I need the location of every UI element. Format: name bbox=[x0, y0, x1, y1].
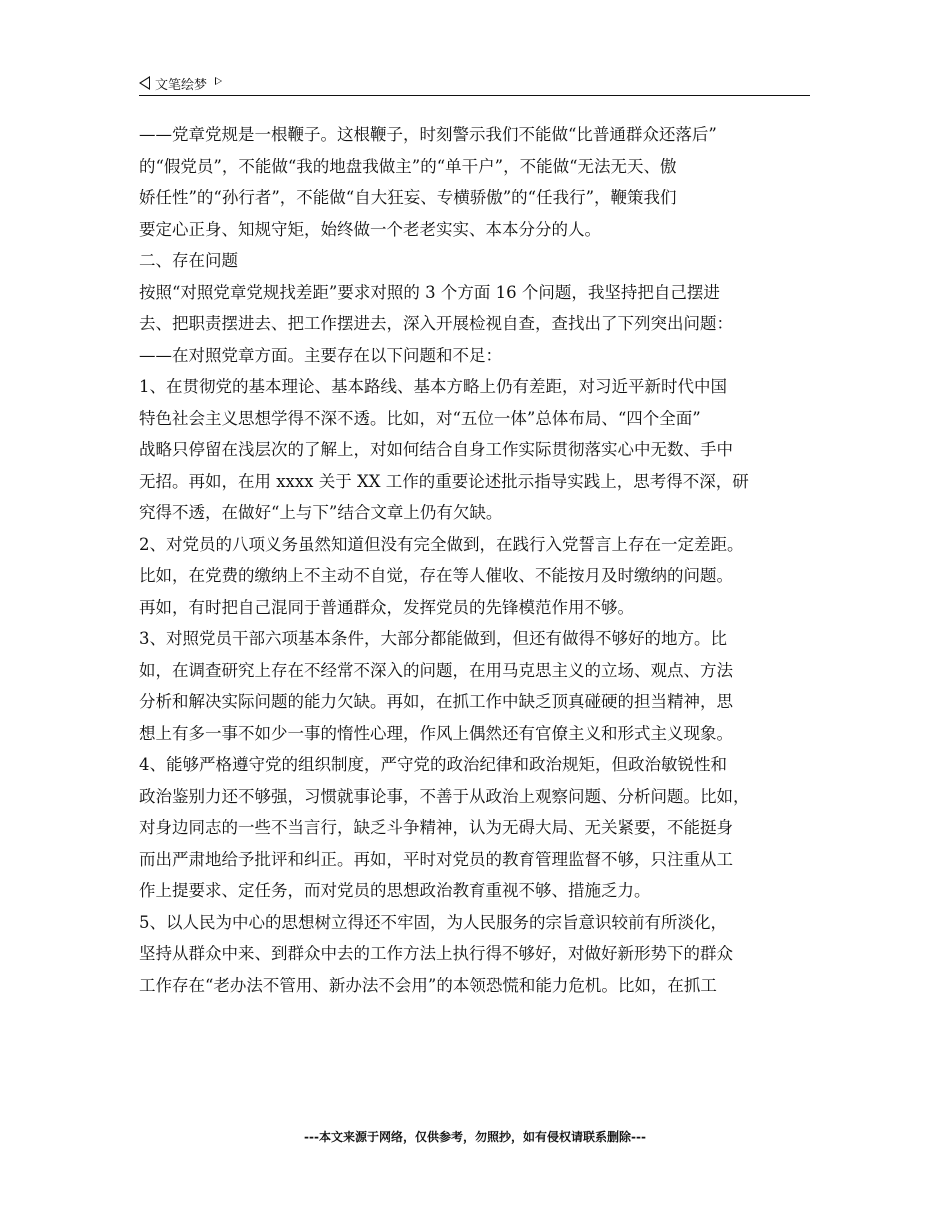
text-line: 比如，在党费的缴纳上不主动不自觉，存在等人催收、不能按月及时缴纳的问题。 bbox=[139, 566, 733, 585]
header-title: 文笔绘梦 bbox=[155, 77, 208, 93]
text-line: 去、把职责摆进去、把工作摆进去，深入开展检视自查，查找出了下列突出问题： bbox=[139, 314, 733, 333]
text-line: 作上提要求、定任务，而对党员的思想政治教育重视不够、措施乏力。 bbox=[139, 881, 651, 900]
footer-note: ---本文来源于网络，仅供参考，勿照抄，如有侵权请联系删除--- bbox=[304, 1130, 646, 1144]
text-line: 而出严肃地给予批评和纠正。再如，平时对党员的教育管理监督不够，只注重从工 bbox=[139, 849, 733, 869]
text-line: 特色社会主义思想学得不深不透。比如，对“五位一体”总体布局、“四个全面” bbox=[139, 408, 701, 428]
text-line: 如，在调查研究上存在不经常不深入的问题，在用马克思主义的立场、观点、方法 bbox=[139, 660, 733, 680]
text-line: 战略只停留在浅层次的了解上，对如何结合自身工作实际贯彻落实心中无数、手中 bbox=[139, 440, 733, 459]
text-line: 对身边同志的一些不当言行，缺乏斗争精神，认为无碍大局、无关紧要，不能挺身 bbox=[139, 818, 733, 837]
text-line: 的“假党员”，不能做“我的地盘我做主”的“单干户”，不能做“无法无天、傲 bbox=[139, 156, 677, 176]
triangle-left-icon bbox=[139, 76, 150, 90]
text-line: 5、以人民为中心的思想树立得还不牢固，为人民服务的宗旨意识较前有所淡化， bbox=[139, 912, 727, 932]
text-line: 想上有多一事不如少一事的惰性心理，作风上偶然还有官僚主义和形式主义现象。 bbox=[139, 723, 733, 743]
text-line: 1、在贯彻党的基本理论、基本路线、基本方略上仍有差距，对习近平新时代中国 bbox=[139, 377, 727, 396]
text-line: 按照“对照党章党规找差距”要求对照的 3 个方面 16 个问题，我坚持把自己摆进 bbox=[139, 282, 720, 302]
text-line: 2、对党员的八项义务虽然知道但没有完全做到，在践行入党誓言上存在一定差距。 bbox=[139, 534, 744, 554]
text-line: 无招。再如，在用 xxxx 关于 XX 工作的重要论述批示指导实践上，思考得不深，研 bbox=[139, 471, 749, 491]
text-line: 坚持从群众中来、到群众中去的工作方法上执行得不够好，对做好新形势下的群众 bbox=[139, 944, 733, 963]
text-line: 分析和解决实际问题的能力欠缺。再如，在抓工作中缺乏顶真碰硬的担当精神，思 bbox=[139, 692, 733, 711]
text-line: 4、能够严格遵守党的组织制度，严守党的政治纪律和政治规矩，但政治敏锐性和 bbox=[139, 755, 727, 774]
text-line: 娇任性”的“孙行者”，不能做“自大狂妄、专横骄傲”的“任我行”，鞭策我们 bbox=[139, 188, 677, 207]
text-line: 再如，有时把自己混同于普通群众，发挥党员的先锋模范作用不够。 bbox=[139, 597, 634, 617]
triangle-right-icon bbox=[215, 77, 222, 85]
document-body bbox=[139, 119, 815, 1001]
text-line: 二、存在问题 bbox=[139, 251, 238, 270]
header-divider bbox=[139, 95, 810, 96]
text-line: ——在对照党章方面。主要存在以下问题和不足： bbox=[139, 345, 502, 365]
text-line: 要定心正身、知规守矩，始终做一个老老实实、本本分分的人。 bbox=[139, 219, 601, 239]
text-line: 3、对照党员干部六项基本条件，大部分都能做到，但还有做得不够好的地方。比 bbox=[139, 629, 727, 648]
text-line: 工作存在“老办法不管用、新办法不会用”的本领恐慌和能力危机。比如，在抓工 bbox=[139, 975, 717, 995]
page-header bbox=[139, 72, 810, 94]
text-line: ——党章党规是一根鞭子。这根鞭子，时刻警示我们不能做“比普通群众还落后” bbox=[139, 125, 717, 144]
text-line: 究得不透，在做好“上与下”结合文章上仍有欠缺。 bbox=[139, 503, 503, 522]
text-line: 政治鉴别力还不够强，习惯就事论事，不善于从政治上观察问题、分析问题。比如， bbox=[139, 786, 750, 806]
